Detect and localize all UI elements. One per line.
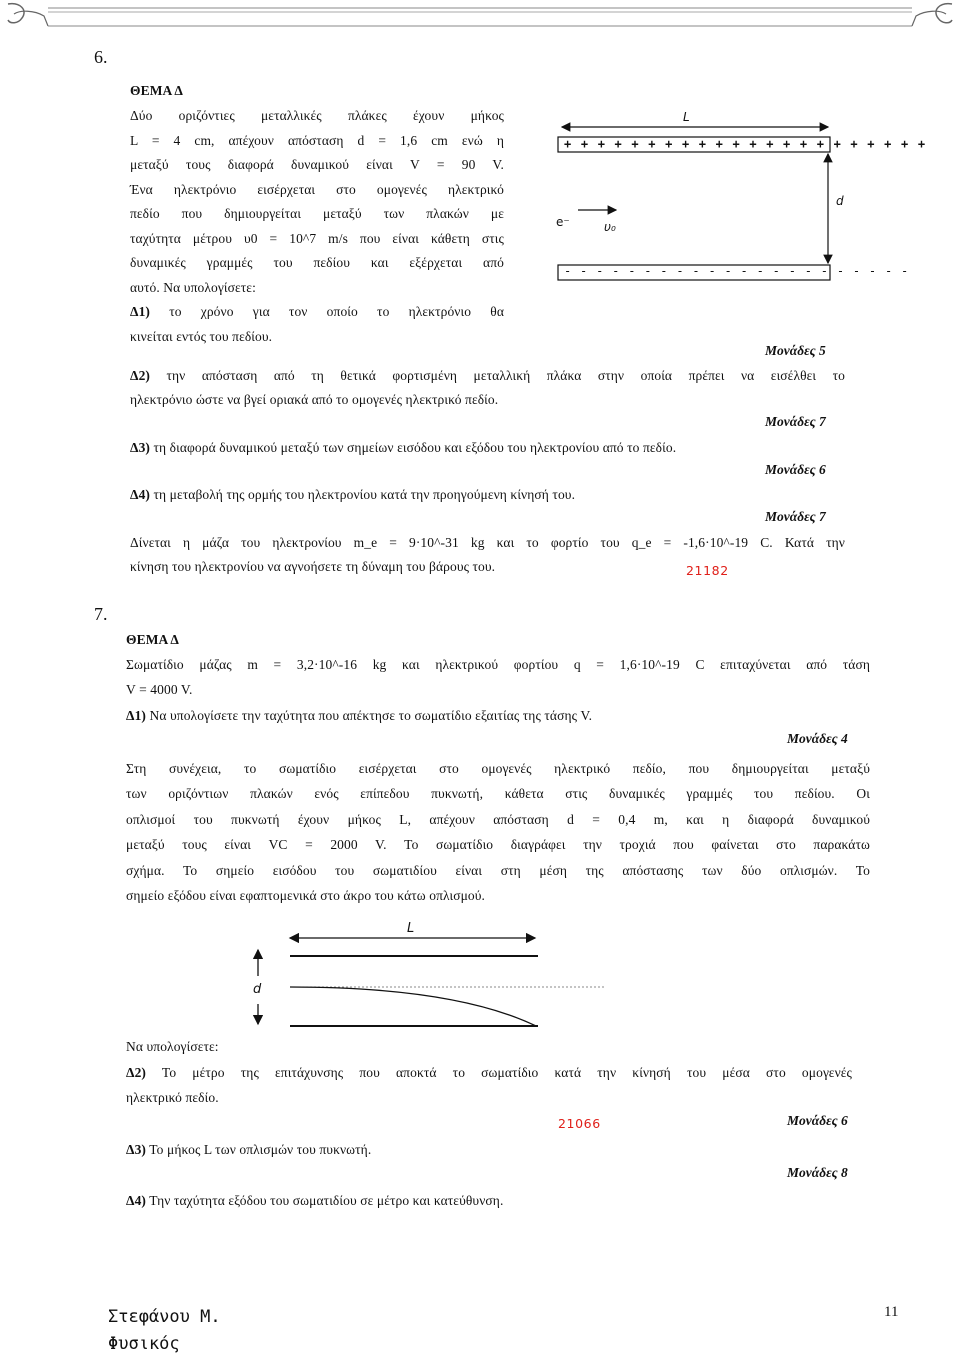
problem-7-figure [240, 920, 620, 1035]
distance-label: d [836, 194, 844, 208]
marks-d2: Μονάδες 7 [765, 414, 826, 429]
marks-d3: Μονάδες 8 [787, 1165, 848, 1180]
distance-label: d [253, 982, 262, 997]
intro-line: L = 4 cm, απέχουν απόσταση d = 1,6 cm ενώ η [130, 132, 504, 148]
question-d2 [126, 1061, 852, 1086]
question-label: Δ1) [130, 304, 151, 319]
problem-6-intro [130, 104, 504, 349]
length-label: L [683, 110, 690, 124]
question-label: Δ3) [130, 440, 151, 455]
question-text-cont: ηλεκτρικό πεδίο. [126, 1090, 219, 1105]
para-line: σημείο εξόδου είναι εφαπτομενικά στο άκρο του κάτω οπλισμού. [126, 888, 486, 904]
marks-d4: Μονάδες 7 [765, 509, 826, 524]
author-name: Στεφάνου Μ. [108, 1307, 221, 1327]
intro-line: ταχύτητα μέτρου υ0 = 10^7 m/s που είναι κάθετη στις [130, 230, 504, 246]
problem-6-figure [552, 110, 927, 285]
positive-plate-charges: + + + + + + + + + + + + + + + + + + + + + + [564, 137, 927, 151]
marks-d1: Μονάδες 4 [787, 731, 848, 746]
problem-6-number: 6. [94, 47, 108, 67]
intro-line: μεταξύ τους διαφορά δυναμικού είναι V = 90 V. [130, 157, 504, 172]
para-line: μεταξύ τους είναι VC = 2000 V. Το σωματίδιο διαγράφει την τροχιά που φαίνεται στο παρακάτω [126, 837, 870, 853]
question-text-cont: κινείται εντός του πεδίου. [130, 328, 273, 344]
problem-7-intro: Σωματίδιο μάζας m = 3,2·10^-16 kg και ηλεκτρικού φορτίου q = 1,6·10^-19 C επιταχύνεται από τάση [126, 657, 870, 672]
question-d4 [126, 1189, 852, 1214]
problem-7-intro-cont: V = 4000 V. [126, 682, 193, 697]
question-d1 [130, 300, 504, 325]
marks-d3: Μονάδες 6 [765, 462, 826, 477]
question-text: την απόσταση από τη θετικά φορτισμένη μεταλλική πλάκα στην οποία πρέπει να εισέλθει το [166, 368, 845, 383]
given-data-cont: κίνηση του ηλεκτρονίου να αγνοήσετε τη δύναμη του βάρους του. [130, 559, 496, 574]
question-label: Δ2) [130, 368, 151, 383]
intro-line: αυτό. Να υπολογίσετε: [130, 279, 256, 295]
author-role: Φυσικός [108, 1334, 180, 1354]
question-d4 [130, 483, 845, 508]
length-label: L [407, 921, 415, 936]
para-line: οπλισμοί του πυκνωτή έχουν μήκος L, απέχουν απόσταση d = 0,4 m, και η διαφορά δυναμικού [126, 811, 870, 827]
problem-code: 21066 [558, 1116, 601, 1131]
footer-author [108, 1304, 221, 1358]
problem-code: 21182 [686, 563, 729, 578]
question-label: Δ2) [126, 1065, 147, 1080]
question-text: Να υπολογίσετε την ταχύτητα που απέκτησε το σωματίδιο εξαιτίας της τάσης V. [149, 708, 593, 723]
problem-7-description [126, 756, 870, 908]
intro-line: πεδίο που δημιουργείται μεταξύ των πλακών με [130, 206, 504, 221]
question-d3 [130, 436, 845, 461]
question-d2 [130, 364, 845, 389]
para-line: Στη συνέχεια, το σωματίδιο εισέρχεται στο ομογενές ηλεκτρικό πεδίο, που δημιουργείται μεταξύ [126, 761, 870, 776]
marks-d2: Μονάδες 6 [787, 1113, 848, 1128]
question-text: τη διαφορά δυναμικού μεταξύ των σημείων εισόδου και εξόδου του ηλεκτρονίου από το πεδίο. [153, 440, 677, 455]
question-text: Το μέτρο της επιτάχυνσης που αποκτά το σωματίδιο κατά την κίνησή του μέσα στο ομογενές [161, 1065, 852, 1080]
trajectory-diagram [240, 920, 620, 1035]
question-text: Το μήκος L των οπλισμών του πυκνωτή. [149, 1142, 372, 1157]
intro-line: Ένα ηλεκτρόνιο εισέρχεται στο ομογενές ηλεκτρικό [130, 181, 504, 197]
question-label: Δ3) [126, 1142, 147, 1157]
question-text-cont: ηλεκτρόνιο ώστε να βγεί οριακά από το ομογενές ηλεκτρικό πεδίο. [130, 392, 499, 407]
given-data: Δίνεται η μάζα του ηλεκτρονίου m_e = 9·10^-31 kg και το φορτίο του q_e = -1,6·10^-19 C. Κατά την [130, 535, 845, 550]
question-text: τη μεταβολή της ορμής του ηλεκτρονίου κατά την προηγούμενη κίνησή του. [153, 487, 576, 502]
negative-plate-charges: - - - - - - - - - - - - - - - - - - - - - - [564, 264, 910, 278]
velocity-label: υ₀ [604, 220, 616, 234]
question-text: το χρόνο για τον οποίο το ηλεκτρόνιο θα [169, 304, 504, 319]
para-line: των οριζόντιων πλακών ενός επίπεδου πυκνωτή, κάθετα στις δυναμικές γραμμές του πεδίου. Οι [126, 786, 870, 802]
question-d1 [126, 704, 870, 729]
electron-label: e⁻ [556, 215, 570, 229]
intro-line: δυναμικές γραμμές του πεδίου και εξέρχεται από [130, 255, 504, 270]
question-text: Την ταχύτητα εξόδου του σωματιδίου σε μέτρο και κατεύθυνση. [149, 1193, 504, 1208]
ask-label: Να υπολογίσετε: [126, 1039, 219, 1054]
question-label: Δ4) [130, 487, 151, 502]
problem-7-heading: ΘΕΜΑ Δ [126, 632, 179, 647]
question-label: Δ4) [126, 1193, 147, 1208]
problem-7-number: 7. [94, 604, 108, 624]
page-number: 11 [884, 1304, 899, 1320]
question-d3 [126, 1138, 852, 1163]
problem-6-heading: ΘΕΜΑ Δ [130, 83, 183, 98]
page-border-decoration [0, 0, 960, 40]
marks-d1: Μονάδες 5 [765, 343, 826, 358]
intro-line: Δύο οριζόντιες μεταλλικές πλάκες έχουν μήκος [130, 108, 504, 123]
para-line: σχήμα. Το σημείο εισόδου του σωματιδίου είναι στη μέση της απόστασης των δύο οπλισμών. Το [126, 862, 870, 878]
question-label: Δ1) [126, 708, 147, 723]
